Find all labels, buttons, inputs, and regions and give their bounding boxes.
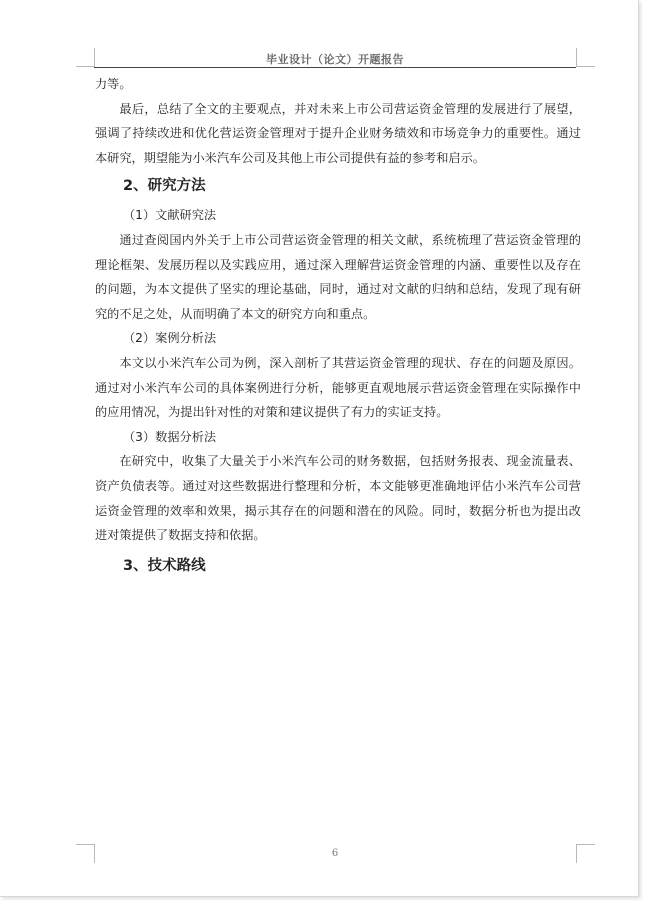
header-rule (94, 67, 576, 68)
page-header-title: 毕业设计（论文）开题报告 (266, 53, 404, 66)
paragraph-case-analysis: 本文以小米汽车公司为例，深入剖析了其营运资金管理的现状、存在的问题及原因。通过对小米汽车公司的具体案例进行分析，能够更直观地展示营运资金管理在实际操作中的应用情况，为提出针对性的对策和建议提供了有力的实证支持。 (95, 355, 581, 420)
crop-mark-top-left (76, 48, 95, 67)
paragraph-continued: 力等。 (95, 77, 132, 91)
document-body (95, 72, 581, 583)
crop-mark-bottom-left (76, 844, 95, 863)
page-number: 6 (331, 848, 339, 859)
section-heading-technical-route: 3、技术路线 (123, 557, 206, 574)
subheading-data-analysis: （3）数据分析法 (123, 429, 217, 444)
paragraph-literature-research: 通过查阅国内外关于上市公司营运资金管理的相关文献，系统梳理了营运资金管理的理论框架、发展历程以及实践应用，通过深入理解营运资金管理的内涵、重要性以及存在的问题，为本文提供了坚实的理论基础，同时，通过对文献的归纳和总结，发现了现有研究的不足之处，从而明确了本文的研究方向和重点。 (95, 232, 581, 321)
subheading-case-analysis: （2）案例分析法 (123, 331, 217, 346)
crop-mark-bottom-right (576, 844, 595, 863)
paragraph-conclusion: 最后，总结了全文的主要观点，并对未来上市公司营运资金管理的发展进行了展望，强调了持续改进和优化营运资金管理对于提升企业财务绩效和市场竞争力的重要性。通过本研究，期望能为小米汽车公司及其他上市公司提供有益的参考和启示。 (95, 101, 581, 165)
crop-mark-top-right (576, 48, 595, 67)
subheading-literature-research: （1）文献研究法 (123, 208, 217, 223)
paragraph-data-analysis: 在研究中，收集了大量关于小米汽车公司的财务数据，包括财务报表、现金流量表、资产负债表等。通过对这些数据进行整理和分析，本文能够更准确地评估小米汽车公司营运资金管理的效率和效果，揭示其存在的问题和潜在的风险。同时，数据分析也为提出改进对策提供了数据支持和依据。 (95, 454, 581, 543)
section-heading-research-methods: 2、研究方法 (123, 178, 206, 195)
